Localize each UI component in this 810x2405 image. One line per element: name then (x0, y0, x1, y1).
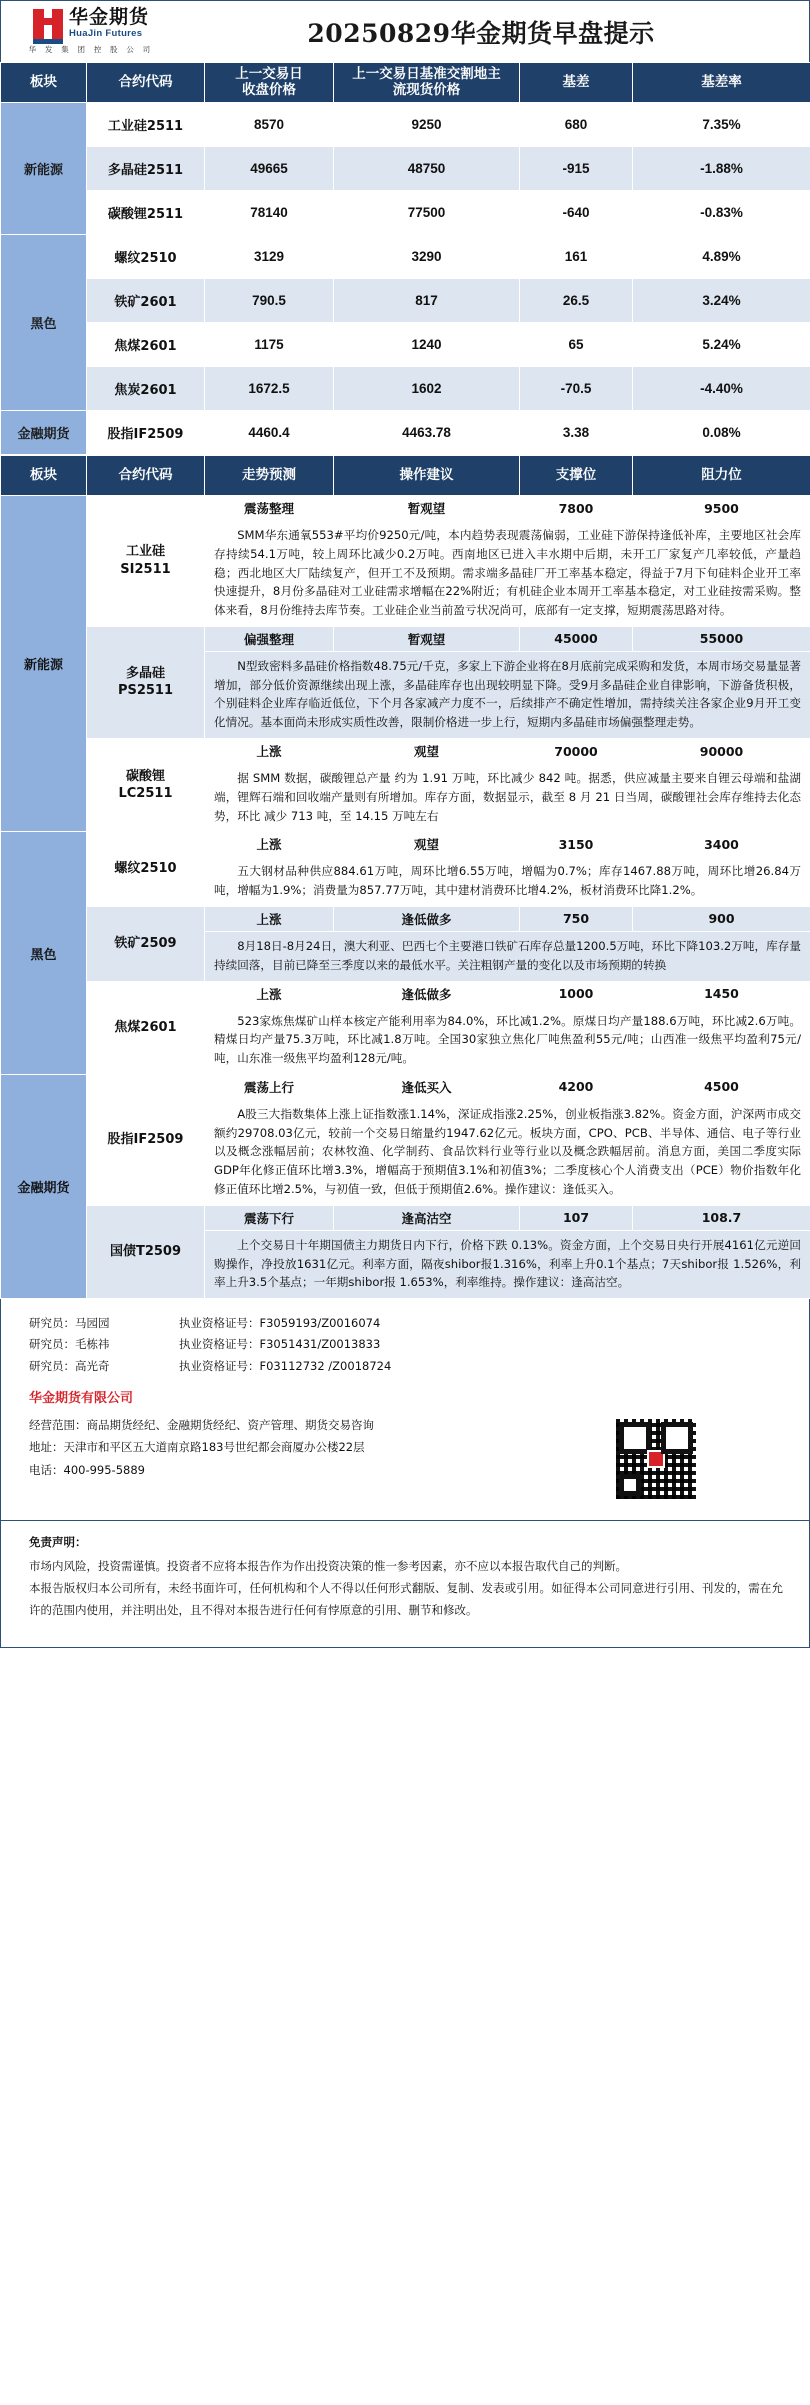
resistance-cell: 108.7 (633, 1205, 810, 1230)
sector-cell: 黑色 (1, 235, 87, 411)
advice-cell: 逢低做多 (334, 906, 520, 931)
qr-code-icon (613, 1416, 699, 1502)
strategy-signal-row (1, 906, 810, 931)
close-cell: 4460.4 (205, 411, 334, 455)
basis-table-header-row (1, 63, 810, 103)
spot-cell: 4463.78 (334, 411, 520, 455)
resistance-cell: 1450 (633, 981, 810, 1006)
sector-cell: 黑色 (1, 832, 87, 1074)
basis-cell: 65 (520, 323, 633, 367)
commentary-cell: 8月18日-8月24日，澳大利亚、巴西七个主要港口铁矿石库存总量1200.5万吨，环比下降103.2万吨，库存量持续回落，目前已降至三季度以来的最低水平。关注粗钢产量的变化以及市场预期的转换 (205, 931, 810, 981)
strategy-table-header-row (1, 456, 810, 496)
strategy-table (0, 455, 810, 1299)
business-scope: 经营范围：商品期货经纪、金融期货经纪、资产管理、期货交易咨询 (29, 1417, 374, 1432)
close-cell: 1175 (205, 323, 334, 367)
advice-cell: 暂观望 (334, 626, 520, 651)
analyst-name: 研究员：高光奇 (29, 1358, 110, 1373)
spot-cell: 9250 (334, 103, 520, 147)
strategy-signal-row (1, 981, 810, 1006)
advice-cell: 逢高沽空 (334, 1205, 520, 1230)
contract-cell: 多晶硅 PS2511 (87, 626, 205, 738)
basis-rate-cell: 7.35% (633, 103, 810, 147)
disclaimer-paragraph: 本报告版权归本公司所有，未经书面许可，任何机构和个人不得以任何形式翻版、复制、发表或引用。如征得本公司同意进行引用、刊发的，需在允许的范围内使用，并注明出处，且不得对本报告进行任何有悖原意的引用、删节和修改。 (29, 1581, 783, 1618)
sector-cell: 新能源 (1, 103, 87, 235)
col2-sector: 板块 (1, 456, 87, 496)
basis-cell: 3.38 (520, 411, 633, 455)
close-cell: 78140 (205, 191, 334, 235)
contract-cell: 螺纹2510 (87, 235, 205, 279)
sector-cell: 新能源 (1, 496, 87, 832)
advice-cell: 暂观望 (334, 496, 520, 521)
close-cell: 8570 (205, 103, 334, 147)
strategy-signal-row (1, 626, 810, 651)
analyst-name: 研究员：毛栋祎 (29, 1337, 110, 1352)
strategy-signal-row (1, 496, 810, 521)
contract-cell: 铁矿2601 (87, 279, 205, 323)
commentary-cell: SMM华东通氧553#平均价9250元/吨，本内趋势表现震荡偏弱，工业硅下游保持逢低补库，主要地区社会库存持续54.1万吨，较上周环比减少0.2万吨。西南地区已进入丰水期中后期，未开工厂家复产几率较低，产量趋稳；西北地区大厂陆续复产，但开工不及预期。需求端多晶硅厂开工率基本稳定，得益于7月下旬硅料企业开工率快速提升，8月份多晶硅对工业硅需求增幅在22%附近；有机硅企业本周开工率基本稳定，对工业硅按需采购。整体来看，8月份维持去库节奏。工业硅企业当前盈亏状况尚可，底部有一定支撑，短期震荡思路对待。 (205, 521, 810, 627)
support-cell: 3150 (520, 832, 633, 857)
basis-table (0, 62, 810, 455)
basis-rate-cell: 3.24% (633, 279, 810, 323)
sector-cell: 金融期货 (1, 1074, 87, 1298)
company-logo (1, 2, 173, 62)
contract-cell: 国债T2509 (87, 1205, 205, 1298)
spot-cell: 1602 (334, 367, 520, 411)
col-basis: 基差 (520, 63, 633, 103)
contract-cell: 工业硅 SI2511 (87, 496, 205, 627)
basis-rate-cell: -0.83% (633, 191, 810, 235)
sector-cell: 金融期货 (1, 411, 87, 455)
company-address: 地址：天津市和平区五大道南京路183号世纪都会商厦办公楼22层 (29, 1440, 365, 1455)
contract-cell: 股指IF2509 (87, 411, 205, 455)
table-row (1, 323, 810, 367)
contract-cell: 工业硅2511 (87, 103, 205, 147)
basis-cell: 161 (520, 235, 633, 279)
col2-resistance: 阻力位 (633, 456, 810, 496)
table-row (1, 147, 810, 191)
commentary-cell: 五大钢材品种供应884.61万吨，周环比增6.55万吨，增幅为0.7%；库存1467.88万吨，周环比增26.84万吨，增幅为1.9%；消费量为857.77万吨，其中建材消费环比增4.2%，板材消费环比降1.2%。 (205, 857, 810, 907)
analyst-list (1, 1313, 809, 1385)
trend-cell: 震荡整理 (205, 496, 334, 521)
basis-rate-cell: -1.88% (633, 147, 810, 191)
advice-cell: 观望 (334, 739, 520, 764)
support-cell: 7800 (520, 496, 633, 521)
trend-cell: 上涨 (205, 981, 334, 1006)
close-cell: 3129 (205, 235, 334, 279)
contract-cell: 焦煤2601 (87, 323, 205, 367)
contract-cell: 焦炭2601 (87, 367, 205, 411)
disclaimer-title: 免责声明： (29, 1534, 87, 1549)
title-container (173, 14, 809, 50)
analyst-row (29, 1313, 809, 1334)
advice-cell: 观望 (334, 832, 520, 857)
support-cell: 750 (520, 906, 633, 931)
col2-contract: 合约代码 (87, 456, 205, 496)
strategy-signal-row (1, 1205, 810, 1230)
strategy-signal-row (1, 739, 810, 764)
commentary-cell: N型致密料多晶硅价格指数48.75元/千克，多家上下游企业将在8月底前完成采购和发货，本周市场交易量显著增加，部分低价资源继续出现上涨，多晶硅库存也出现较明显下降。受9月多晶硅企业自律影响，下游备货积极，个别硅料企业库存临近低位，下个月各家减产力度不一，后续排产不确定性增加，需持续关注各家企业9月开工变化情况。基本面尚未形成实质性改善，限制价格进一步上行，短期内多晶硅市场偏强整理走势。 (205, 651, 810, 738)
analyst-row (29, 1334, 809, 1355)
col-contract: 合约代码 (87, 63, 205, 103)
trend-cell: 上涨 (205, 832, 334, 857)
company-name: 华金期货有限公司 (29, 1390, 134, 1406)
document-footer (0, 1299, 810, 1648)
trend-cell: 震荡上行 (205, 1074, 334, 1099)
spot-cell: 3290 (334, 235, 520, 279)
col-sector: 板块 (1, 63, 87, 103)
spot-cell: 1240 (334, 323, 520, 367)
contract-cell: 碳酸锂2511 (87, 191, 205, 235)
logo-name-cn: 华金期货 (68, 6, 149, 29)
spot-cell: 77500 (334, 191, 520, 235)
advice-cell: 逢低买入 (334, 1074, 520, 1099)
logo-subtitle: 华 发 集 团 控 股 公 司 (28, 44, 154, 54)
resistance-cell: 90000 (633, 739, 810, 764)
basis-cell: -915 (520, 147, 633, 191)
strategy-signal-row (1, 1074, 810, 1099)
support-cell: 1000 (520, 981, 633, 1006)
resistance-cell: 55000 (633, 626, 810, 651)
col-spot-price: 上一交易日基准交割地主 流现货价格 (334, 63, 520, 103)
analyst-certificate: 执业资格证号：F03112732 /Z0018724 (179, 1358, 392, 1373)
analyst-certificate: 执业资格证号：F3059193/Z0016074 (179, 1316, 381, 1331)
table-row (1, 191, 810, 235)
spot-cell: 48750 (334, 147, 520, 191)
contract-cell: 焦煤2601 (87, 981, 205, 1074)
close-cell: 49665 (205, 147, 334, 191)
col2-support: 支撑位 (520, 456, 633, 496)
company-phone: 电话：400-995-5889 (29, 1462, 145, 1477)
table-row (1, 235, 810, 279)
resistance-cell: 4500 (633, 1074, 810, 1099)
support-cell: 45000 (520, 626, 633, 651)
contact-block (1, 1410, 809, 1514)
commentary-cell: 上个交易日十年期国债主力期货日内下行，价格下跌 0.13%。资金方面，上个交易日央行开展4161亿元逆回购操作，净投放1631亿元。利率方面，隔夜shibor报1.316%，利率上升0.1个基点；7天shibor报 1.526%，利率上升3.5个基点；一年期shibor报 1.653%，利率维持。操作建议：逢高沽空。 (205, 1230, 810, 1298)
strategy-signal-row (1, 832, 810, 857)
trend-cell: 偏强整理 (205, 626, 334, 651)
table-row (1, 367, 810, 411)
advice-cell: 逢低做多 (334, 981, 520, 1006)
table-row (1, 411, 810, 455)
analyst-certificate: 执业资格证号：F3051431/Z0013833 (179, 1337, 381, 1352)
disclaimer-block (1, 1521, 809, 1637)
support-cell: 70000 (520, 739, 633, 764)
basis-cell: -640 (520, 191, 633, 235)
resistance-cell: 900 (633, 906, 810, 931)
support-cell: 107 (520, 1205, 633, 1230)
trend-cell: 上涨 (205, 906, 334, 931)
table-row (1, 279, 810, 323)
contract-cell: 碳酸锂 LC2511 (87, 739, 205, 832)
document-header (0, 0, 810, 62)
resistance-cell: 9500 (633, 496, 810, 521)
col2-advice: 操作建议 (334, 456, 520, 496)
basis-rate-cell: 0.08% (633, 411, 810, 455)
contract-cell: 铁矿2509 (87, 906, 205, 981)
table-row (1, 103, 810, 147)
analyst-name: 研究员：马园园 (29, 1316, 110, 1331)
basis-cell: 680 (520, 103, 633, 147)
logo-name-en: HuaJin Futures (68, 28, 143, 40)
support-cell: 4200 (520, 1074, 633, 1099)
col-close-price: 上一交易日 收盘价格 (205, 63, 334, 103)
close-cell: 1672.5 (205, 367, 334, 411)
contract-cell: 股指IF2509 (87, 1074, 205, 1205)
trend-cell: 震荡下行 (205, 1205, 334, 1230)
col-basis-rate: 基差率 (633, 63, 810, 103)
commentary-cell: 523家炼焦煤矿山样本核定产能利用率为84.0%，环比减1.2%。原煤日均产量188.6万吨，环比减2.6万吨。精煤日均产量75.3万吨，环比减1.8万吨。全国30家独立焦化厂吨焦盈利55元/吨；山西准一级焦平均盈利75元/吨，山东准一级焦平均盈利128元/吨。 (205, 1006, 810, 1074)
basis-rate-cell: -4.40% (633, 367, 810, 411)
basis-rate-cell: 4.89% (633, 235, 810, 279)
commentary-cell: A股三大指数集体上涨上证指数涨1.14%，深证成指涨2.25%，创业板指涨3.82%。资金方面，沪深两市成交额约29708.03亿元，较前一个交易日缩量约1947.62亿元。板块方面，CPO、PCB、半导体、通信、电子等行业以及概念涨幅居前；农林牧渔、化学制药、食品饮料行业等行业以及概念跌幅居前。消息方面，美国二季度实际GDP年化修正值环比增3.3%，增幅高于预期值3.1%和初值3%；二季度核心个人消费支出（PCE）物价指数年化修正值环比增2.5%，与初值一致，但低于预期值2.6%。操作建议：逢低买入。 (205, 1099, 810, 1205)
close-cell: 790.5 (205, 279, 334, 323)
disclaimer-paragraph: 市场内风险，投资需谨慎。投资者不应将本报告作为作出投资决策的惟一参考因素，亦不应以本报告取代自己的判断。 (29, 1558, 627, 1573)
commentary-cell: 据 SMM 数据，碳酸锂总产量 约为 1.91 万吨，环比减少 842 吨。据悉，供应减量主要来自锂云母端和盐湖端，锂辉石端和回收端产量则有所增加。库存方面，数据显示，截至 8 月 21 日当周，碳酸锂社会库存维持去化态势，环比 减少 713 吨，至 14.15 万吨左右 (205, 764, 810, 832)
spot-cell: 817 (334, 279, 520, 323)
basis-rate-cell: 5.24% (633, 323, 810, 367)
basis-cell: -70.5 (520, 367, 633, 411)
huajin-logo-icon (33, 9, 63, 39)
contract-cell: 多晶硅2511 (87, 147, 205, 191)
analyst-row (29, 1356, 809, 1377)
trend-cell: 上涨 (205, 739, 334, 764)
resistance-cell: 3400 (633, 832, 810, 857)
basis-cell: 26.5 (520, 279, 633, 323)
contract-cell: 螺纹2510 (87, 832, 205, 907)
page-title: 20250829华金期货早盘提示 (307, 18, 655, 48)
col2-trend: 走势预测 (205, 456, 334, 496)
